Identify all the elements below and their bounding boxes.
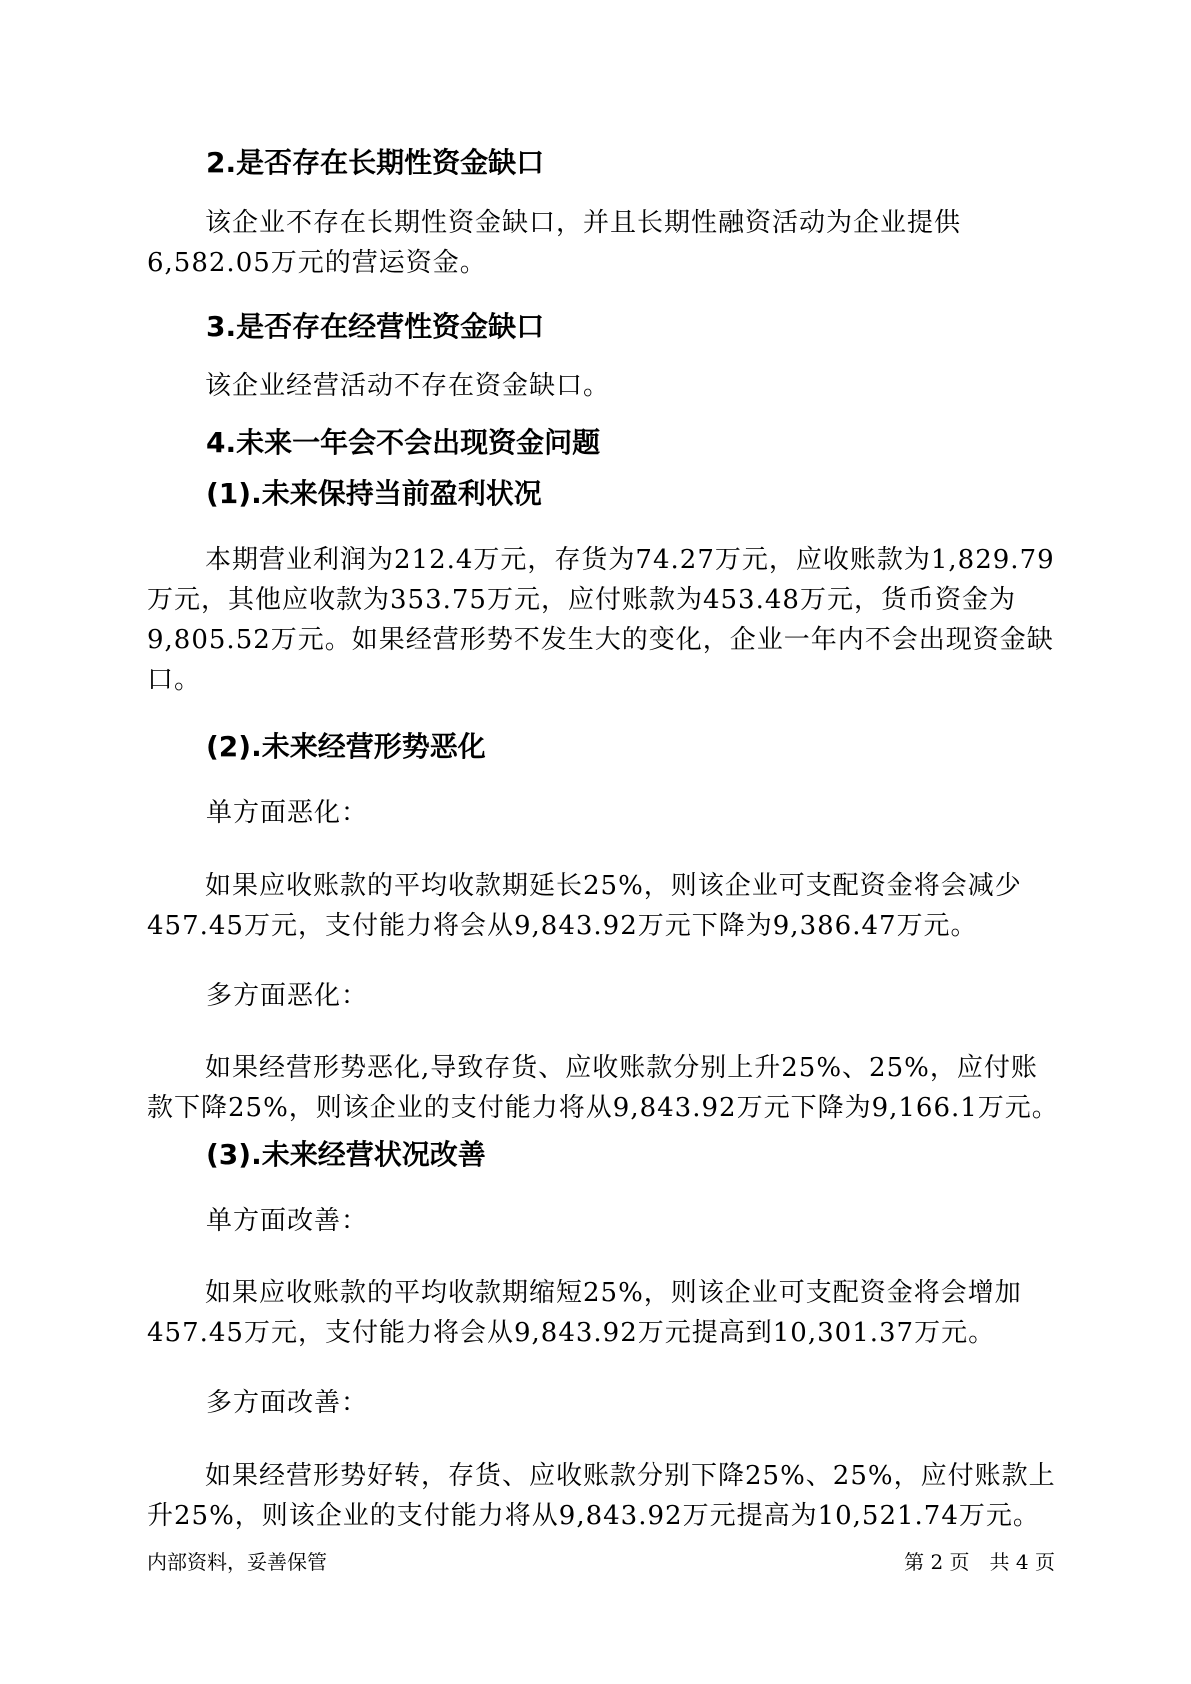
paragraph-multi-improvement: 如果经营形势好转，存货、应收账款分别下降25%、25%，应付账款上升25%，则该企业的支付能力将从9,843.92万元提高为10,521.74万元。 bbox=[147, 1461, 1056, 1531]
label-multi-deterioration: 多方面恶化： bbox=[206, 981, 369, 1011]
footer-page-number: 第 2 页 共 4 页 bbox=[904, 1550, 1055, 1574]
section-heading-next-year: 4.未来一年会不会出现资金问题 bbox=[206, 426, 601, 459]
subsection-heading-deterioration: (2).未来经营形势恶化 bbox=[206, 730, 486, 763]
label-single-deterioration: 单方面恶化： bbox=[206, 798, 369, 828]
paragraph-long-term-gap: 该企业不存在长期性资金缺口，并且长期性融资活动为企业提供6,582.05万元的营运资金。 bbox=[147, 208, 962, 278]
paragraph-current-profit: 本期营业利润为212.4万元，存货为74.27万元，应收账款为1,829.79万元，其他应收款为353.75万元，应付账款为453.48万元，货币资金为9,805.52万元。如果经营形势不发生大的变化，企业一年内不会出现资金缺口。 bbox=[147, 545, 1055, 695]
paragraph-operating-gap: 该企业经营活动不存在资金缺口。 bbox=[205, 371, 611, 401]
label-single-improvement: 单方面改善： bbox=[206, 1206, 369, 1236]
section-heading-long-term-gap: 2.是否存在长期性资金缺口 bbox=[206, 146, 545, 179]
paragraph-single-improvement: 如果应收账款的平均收款期缩短25%，则该企业可支配资金将会增加457.45万元，支付能力将会从9,843.92万元提高到10,301.37万元。 bbox=[147, 1278, 1022, 1348]
footer-confidential-note: 内部资料，妥善保管 bbox=[147, 1550, 327, 1574]
subsection-heading-current-profit: (1).未来保持当前盈利状况 bbox=[206, 477, 542, 510]
paragraph-multi-deterioration: 如果经营形势恶化,导致存货、应收账款分别上升25%、25%，应付账款下降25%，则该企业的支付能力将从9,843.92万元下降为9,166.1万元。 bbox=[147, 1053, 1059, 1123]
label-multi-improvement: 多方面改善： bbox=[206, 1388, 369, 1418]
subsection-heading-improvement: (3).未来经营状况改善 bbox=[206, 1138, 486, 1171]
section-heading-operating-gap: 3.是否存在经营性资金缺口 bbox=[206, 310, 545, 343]
paragraph-single-deterioration: 如果应收账款的平均收款期延长25%，则该企业可支配资金将会减少457.45万元，支付能力将会从9,843.92万元下降为9,386.47万元。 bbox=[147, 871, 1022, 941]
